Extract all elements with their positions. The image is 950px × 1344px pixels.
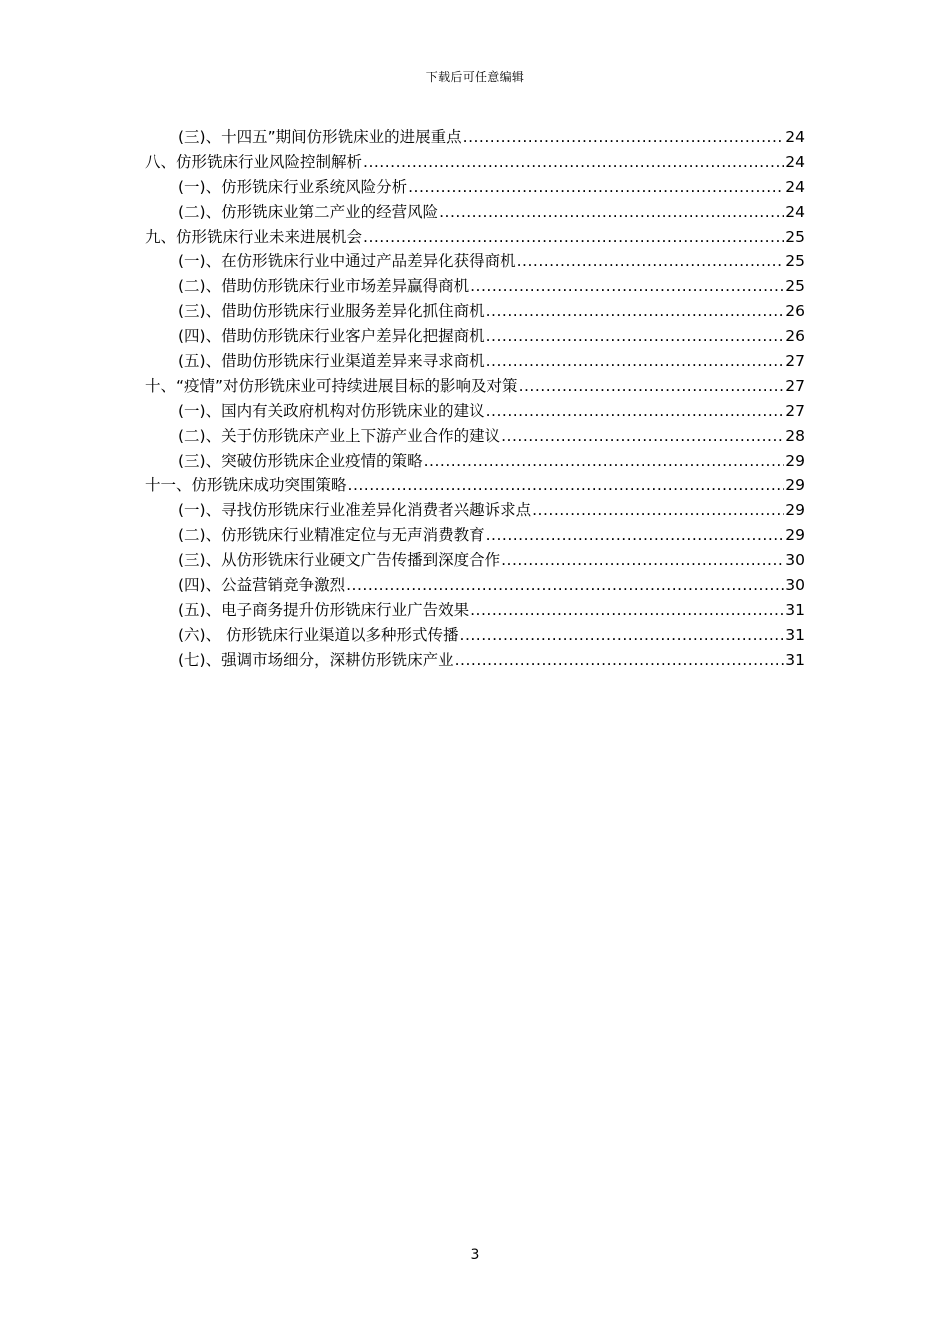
toc-entry-page: 29 <box>785 501 805 520</box>
toc-entry[interactable] <box>145 523 805 548</box>
toc-entry-title: (七)、强调市场细分，深耕仿形铣床产业 <box>178 650 454 669</box>
toc-dot-leader <box>486 327 785 345</box>
toc-dot-leader <box>517 252 785 270</box>
toc-entry-page: 25 <box>785 277 805 296</box>
toc-entry-title: (一)、在仿形铣床行业中通过产品差异化获得商机 <box>178 252 516 271</box>
toc-entry-title: (三)、借助仿形铣床行业服务差异化抓住商机 <box>178 302 485 321</box>
toc-entry-title: (三)、突破仿形铣床企业疫情的策略 <box>178 451 423 470</box>
toc-dot-leader <box>348 476 785 494</box>
toc-entry-title: (一)、仿形铣床行业系统风险分析 <box>178 177 408 196</box>
toc-entry[interactable] <box>145 399 805 424</box>
toc-entry-title: (三)、从仿形铣床行业硬文广告传播到深度合作 <box>178 551 501 570</box>
toc-entry-page: 26 <box>785 302 805 321</box>
toc-entry[interactable] <box>145 648 805 673</box>
toc-dot-leader <box>501 427 784 445</box>
toc-entry-page: 24 <box>785 177 805 196</box>
toc-entry[interactable] <box>145 125 805 150</box>
toc-dot-leader <box>519 377 785 395</box>
toc-entry-page: 29 <box>785 451 805 470</box>
toc-entry[interactable] <box>145 573 805 598</box>
toc-entry[interactable] <box>145 324 805 349</box>
page-number: 3 <box>470 1247 480 1263</box>
toc-entry-page: 25 <box>785 252 805 271</box>
toc-entry-title: (六)、 仿形铣床行业渠道以多种形式传播 <box>178 625 459 644</box>
toc-entry-title: (一)、国内有关政府机构对仿形铣床业的建议 <box>178 401 485 420</box>
toc-entry[interactable] <box>145 449 805 474</box>
toc-entry-title: (二)、仿形铣床行业精准定位与无声消费教育 <box>178 526 485 545</box>
toc-entry-title: 十一、仿形铣床成功突围策略 <box>145 476 347 495</box>
toc-dot-leader <box>501 551 784 569</box>
toc-entry-page: 26 <box>785 327 805 346</box>
toc-dot-leader <box>532 501 784 519</box>
toc-entry-title: (二)、借助仿形铣床行业市场差异赢得商机 <box>178 277 470 296</box>
toc-entry-title: (四)、公益营销竞争激烈 <box>178 576 346 595</box>
toc-entry-title: (五)、电子商务提升仿形铣床行业广告效果 <box>178 600 470 619</box>
toc-entry-page: 27 <box>785 376 805 395</box>
toc-dot-leader <box>486 302 785 320</box>
toc-dot-leader <box>346 576 784 594</box>
toc-entry[interactable] <box>145 225 805 250</box>
toc-entry-page: 31 <box>785 600 805 619</box>
toc-entry-title: 十、“疫情”对仿形铣床业可持续进展目标的影响及对策 <box>145 376 518 395</box>
toc-entry-title: (二)、仿形铣床业第二产业的经营风险 <box>178 202 439 221</box>
toc-dot-leader <box>439 203 784 221</box>
toc-entry-page: 24 <box>785 152 805 171</box>
table-of-contents <box>145 125 805 673</box>
toc-entry[interactable] <box>145 150 805 175</box>
toc-entry[interactable] <box>145 548 805 573</box>
toc-entry-title: (三)、十四五”期间仿形铣床业的进展重点 <box>178 128 462 146</box>
toc-entry-page: 31 <box>785 650 805 669</box>
toc-entry[interactable] <box>145 498 805 523</box>
toc-entry[interactable] <box>145 598 805 623</box>
toc-dot-leader <box>470 601 784 619</box>
toc-entry-page: 28 <box>785 426 805 445</box>
toc-dot-leader <box>486 402 785 420</box>
toc-entry[interactable] <box>145 249 805 274</box>
toc-dot-leader <box>470 277 784 295</box>
toc-entry[interactable] <box>145 200 805 225</box>
toc-entry[interactable] <box>145 374 805 399</box>
toc-entry[interactable] <box>145 175 805 200</box>
toc-entry-page: 24 <box>785 202 805 221</box>
toc-entry-page: 29 <box>785 476 805 495</box>
page-header-note: 下载后可任意编辑 <box>425 70 525 84</box>
toc-dot-leader <box>486 526 785 544</box>
toc-entry-title: 九、仿形铣床行业未来进展机会 <box>145 227 363 246</box>
toc-dot-leader <box>363 153 784 171</box>
toc-entry[interactable] <box>145 424 805 449</box>
toc-entry[interactable] <box>145 274 805 299</box>
toc-dot-leader <box>463 128 785 146</box>
toc-entry-page: 27 <box>785 401 805 420</box>
toc-entry[interactable] <box>145 473 805 498</box>
toc-dot-leader <box>424 452 785 470</box>
toc-entry[interactable] <box>145 349 805 374</box>
toc-entry-title: 八、仿形铣床行业风险控制解析 <box>145 152 363 171</box>
toc-entry[interactable] <box>145 623 805 648</box>
toc-dot-leader <box>408 178 784 196</box>
toc-entry-page: 24 <box>785 128 805 146</box>
toc-entry-page: 30 <box>785 576 805 595</box>
toc-entry-page: 29 <box>785 526 805 545</box>
toc-dot-leader <box>486 352 785 370</box>
toc-dot-leader <box>455 651 785 669</box>
toc-entry-title: (二)、关于仿形铣床产业上下游产业合作的建议 <box>178 426 501 445</box>
toc-entry[interactable] <box>145 299 805 324</box>
toc-dot-leader <box>363 228 784 246</box>
toc-entry-page: 31 <box>785 625 805 644</box>
toc-entry-page: 30 <box>785 551 805 570</box>
toc-entry-title: (五)、借助仿形铣床行业渠道差异来寻求商机 <box>178 352 485 371</box>
toc-entry-title: (一)、寻找仿形铣床行业准差异化消费者兴趣诉求点 <box>178 501 532 520</box>
toc-entry-page: 27 <box>785 352 805 371</box>
toc-entry-title: (四)、借助仿形铣床行业客户差异化把握商机 <box>178 327 485 346</box>
toc-dot-leader <box>460 626 785 644</box>
toc-entry-page: 25 <box>785 227 805 246</box>
